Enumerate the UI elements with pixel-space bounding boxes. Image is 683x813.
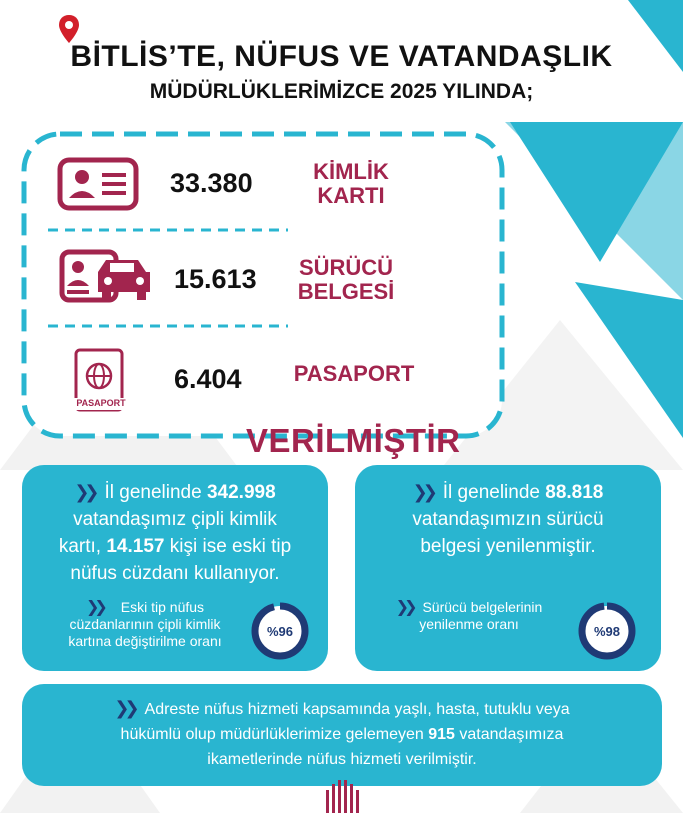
- id-rate-donut: [250, 601, 310, 661]
- id-box-main-text: [22, 479, 328, 587]
- page-subtitle: MÜDÜRLÜKLERİMİZCE 2025 YILINDA;: [149, 80, 534, 103]
- chevron-right-icon: ❯❯: [395, 599, 413, 616]
- id-card-info-box: [22, 465, 328, 671]
- chevron-right-icon: ❯❯: [85, 599, 103, 616]
- page-title: BİTLİS’TE, NÜFUS VE VATANDAŞLIK: [70, 40, 613, 73]
- chevron-right-icon: ❯❯: [412, 482, 433, 502]
- id-card-icon: [56, 156, 140, 212]
- passport-label: PASAPORT: [293, 361, 415, 386]
- passport-icon-text: PASAPORT: [76, 398, 126, 408]
- id-box-line4: nüfus cüzdanı kullanıyor.: [70, 563, 280, 584]
- address-box-text: [22, 696, 662, 772]
- id-box-sub-line2: cüzdanlarının çipli kimlik: [69, 616, 221, 632]
- address-box-line1: ❯❯ Adreste nüfus hizmeti kapsamında yaşlı, hasta, tutuklu veya: [22, 696, 662, 722]
- id-card-label-line1: KİMLİK: [313, 159, 389, 184]
- ministry-logo-icon: [322, 778, 362, 813]
- id-box-line2: vatandaşımız çipli kimlik: [73, 509, 277, 530]
- issued-label: VERİLMİŞTİR: [246, 422, 461, 459]
- address-box-line3: ikametlerinde nüfus hizmeti verilmiştir.: [207, 751, 477, 768]
- passport-count: 6.404: [174, 364, 242, 394]
- driver-license-label-line1: SÜRÜCÜ: [298, 255, 394, 280]
- license-rate-label: %98: [593, 624, 621, 639]
- chevron-right-icon: ❯❯: [114, 698, 135, 718]
- chevron-right-icon: ❯❯: [74, 482, 95, 502]
- license-box-sub-line2: yenilenme oranı: [419, 616, 519, 632]
- id-rate-label: %96: [266, 624, 294, 639]
- license-box-line3: belgesi yenilenmiştir.: [420, 536, 596, 557]
- id-box-subtext: [40, 599, 250, 650]
- driver-license-icon: [58, 248, 154, 304]
- license-box-main-text: [355, 479, 661, 560]
- id-box-line1: ❯❯ İl genelinde 342.998: [22, 479, 328, 506]
- id-card-count: 33.380: [170, 168, 253, 198]
- driver-license-count: 15.613: [174, 264, 257, 294]
- license-info-box: [355, 465, 661, 671]
- id-box-line3: kartı, 14.157 kişi ise eski tip: [58, 536, 292, 557]
- passport-icon: [72, 346, 130, 416]
- license-box-sub-line1: ❯❯ Sürücü belgelerinin: [395, 599, 543, 616]
- driver-license-label-line2: BELGESİ: [297, 279, 395, 304]
- license-rate-donut: [577, 601, 637, 661]
- id-box-sub-line3: kartına değiştirilme oranı: [68, 633, 222, 649]
- license-box-line2: vatandaşımızın sürücü: [412, 509, 604, 530]
- license-box-line1: ❯❯ İl genelinde 88.818: [355, 479, 661, 506]
- id-box-sub-line1: ❯❯ Eski tip nüfus: [85, 599, 205, 616]
- license-box-subtext: [369, 599, 569, 633]
- id-card-label: [296, 160, 406, 208]
- address-box-line2: hükümlü olup müdürlüklerimize gelemeyen 915 vatandaşımıza: [120, 726, 564, 743]
- driver-license-label: [290, 256, 402, 304]
- id-card-label-line2: KARTI: [317, 183, 385, 208]
- address-service-box: [22, 684, 662, 786]
